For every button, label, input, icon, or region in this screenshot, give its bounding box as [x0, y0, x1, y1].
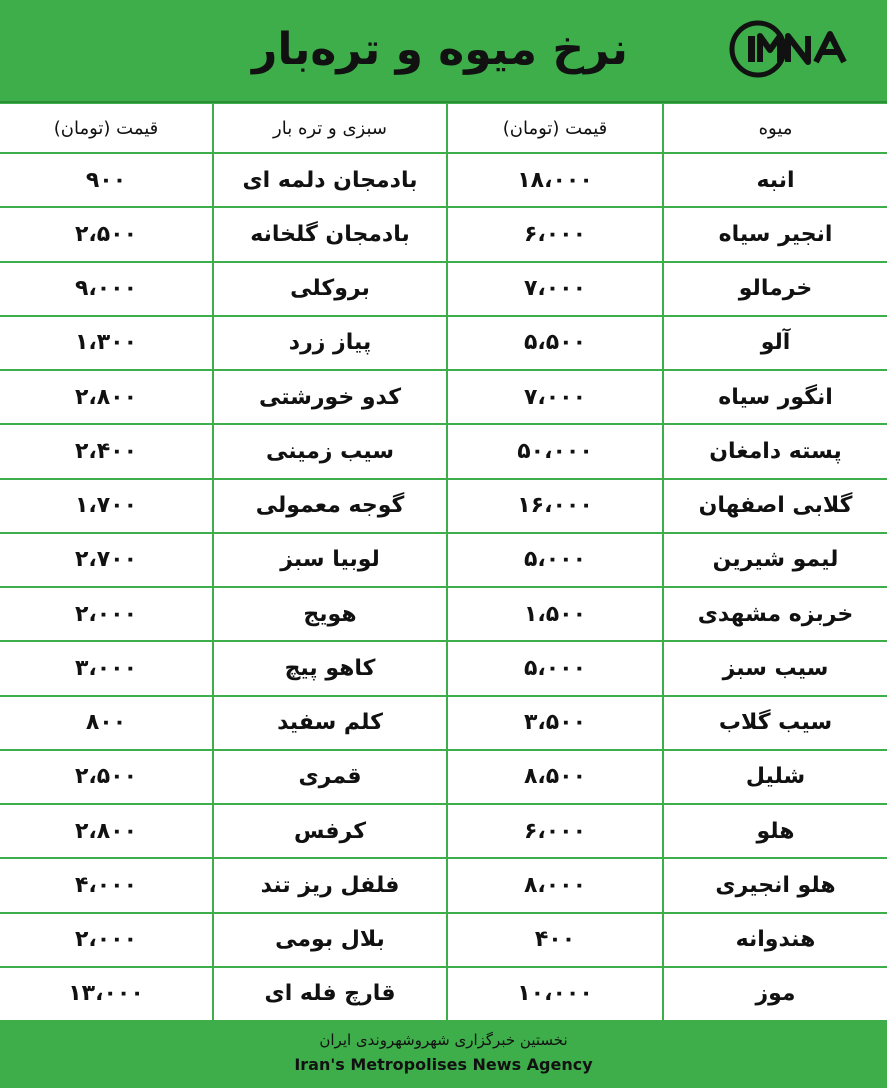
price-table — [0, 103, 887, 1022]
vegetable-name-cell: کدو خورشتی — [214, 371, 448, 425]
vegetable-name-cell: فلفل ریز تند — [214, 859, 448, 913]
fruit-name-cell: انبه — [664, 154, 887, 208]
vegetable-price-cell: ۲،۸۰۰ — [0, 371, 214, 425]
vegetable-price-cell: ۳،۰۰۰ — [0, 642, 214, 696]
fruit-name-cell: آلو — [664, 317, 887, 371]
fruit-name-cell: سیب گلاب — [664, 697, 887, 751]
fruit-price-cell: ۵۰،۰۰۰ — [448, 425, 664, 479]
vegetable-price-cell: ۲،۰۰۰ — [0, 914, 214, 968]
vegetable-price-cell: ۲،۵۰۰ — [0, 751, 214, 805]
fruit-price-cell: ۵،۰۰۰ — [448, 642, 664, 696]
vegetable-price-cell: ۲،۵۰۰ — [0, 208, 214, 262]
fruit-price-cell: ۱۸،۰۰۰ — [448, 154, 664, 208]
imna-logo — [726, 14, 876, 84]
vegetable-name-cell: بادمجان دلمه ای — [214, 154, 448, 208]
vegetable-name-cell: کرفس — [214, 805, 448, 859]
fruit-price-cell: ۵،۰۰۰ — [448, 534, 664, 588]
vegetable-price-cell: ۹۰۰ — [0, 154, 214, 208]
header-fruit: میوه — [664, 104, 887, 154]
fruit-price-cell: ۱۰،۰۰۰ — [448, 968, 664, 1022]
fruit-price-cell: ۱،۵۰۰ — [448, 588, 664, 642]
vegetable-price-cell: ۱۳،۰۰۰ — [0, 968, 214, 1022]
vegetable-name-cell: بلال بومی — [214, 914, 448, 968]
header-bar — [0, 0, 887, 103]
vegetable-price-cell: ۲،۴۰۰ — [0, 425, 214, 479]
vegetable-name-cell: سیب زمینی — [214, 425, 448, 479]
vegetable-price-cell: ۲،۷۰۰ — [0, 534, 214, 588]
fruit-price-cell: ۶،۰۰۰ — [448, 208, 664, 262]
vegetable-price-cell: ۴،۰۰۰ — [0, 859, 214, 913]
vegetable-name-cell: هویج — [214, 588, 448, 642]
vegetable-price-cell: ۹،۰۰۰ — [0, 263, 214, 317]
fruit-price-cell: ۶،۰۰۰ — [448, 805, 664, 859]
fruit-name-cell: پسته دامغان — [664, 425, 887, 479]
footer-tagline-fa: نخستین خبرگزاری شهروشهروندی ایران — [319, 1031, 568, 1049]
header-vegetable: سبزی و تره بار — [214, 104, 448, 154]
vegetable-price-cell: ۲،۰۰۰ — [0, 588, 214, 642]
fruit-name-cell: موز — [664, 968, 887, 1022]
fruit-name-cell: سیب سبز — [664, 642, 887, 696]
vegetable-name-cell: کاهو پیچ — [214, 642, 448, 696]
vegetable-name-cell: کلم سفید — [214, 697, 448, 751]
footer-tagline-en: Iran's Metropolises News Agency — [294, 1055, 593, 1074]
vegetable-price-cell: ۱،۳۰۰ — [0, 317, 214, 371]
fruit-price-cell: ۱۶،۰۰۰ — [448, 480, 664, 534]
fruit-price-cell: ۵،۵۰۰ — [448, 317, 664, 371]
vegetable-name-cell: بادمجان گلخانه — [214, 208, 448, 262]
footer-bar — [0, 1021, 887, 1088]
fruit-name-cell: شلیل — [664, 751, 887, 805]
fruit-name-cell: هلو — [664, 805, 887, 859]
fruit-name-cell: هلو انجیری — [664, 859, 887, 913]
fruit-name-cell: انگور سیاه — [664, 371, 887, 425]
fruit-price-cell: ۷،۰۰۰ — [448, 371, 664, 425]
header-vegetable-price: قیمت (تومان) — [0, 104, 214, 154]
vegetable-name-cell: قمری — [214, 751, 448, 805]
vegetable-name-cell: پیاز زرد — [214, 317, 448, 371]
fruit-name-cell: گلابی اصفهان — [664, 480, 887, 534]
fruit-price-cell: ۸،۰۰۰ — [448, 859, 664, 913]
vegetable-name-cell: لوبیا سبز — [214, 534, 448, 588]
fruit-price-cell: ۷،۰۰۰ — [448, 263, 664, 317]
vegetable-name-cell: بروکلی — [214, 263, 448, 317]
vegetable-name-cell: گوجه معمولی — [214, 480, 448, 534]
vegetable-price-cell: ۲،۸۰۰ — [0, 805, 214, 859]
header-fruit-price: قیمت (تومان) — [448, 104, 664, 154]
fruit-name-cell: خربزه مشهدی — [664, 588, 887, 642]
vegetable-price-cell: ۸۰۰ — [0, 697, 214, 751]
fruit-name-cell: لیمو شیرین — [664, 534, 887, 588]
fruit-price-cell: ۴۰۰ — [448, 914, 664, 968]
page-title: نرخ میوه و تره‌بار — [252, 24, 628, 75]
vegetable-price-cell: ۱،۷۰۰ — [0, 480, 214, 534]
fruit-price-cell: ۳،۵۰۰ — [448, 697, 664, 751]
fruit-name-cell: هندوانه — [664, 914, 887, 968]
fruit-price-cell: ۸،۵۰۰ — [448, 751, 664, 805]
vegetable-name-cell: قارچ فله ای — [214, 968, 448, 1022]
fruit-name-cell: خرمالو — [664, 263, 887, 317]
fruit-name-cell: انجیر سیاه — [664, 208, 887, 262]
